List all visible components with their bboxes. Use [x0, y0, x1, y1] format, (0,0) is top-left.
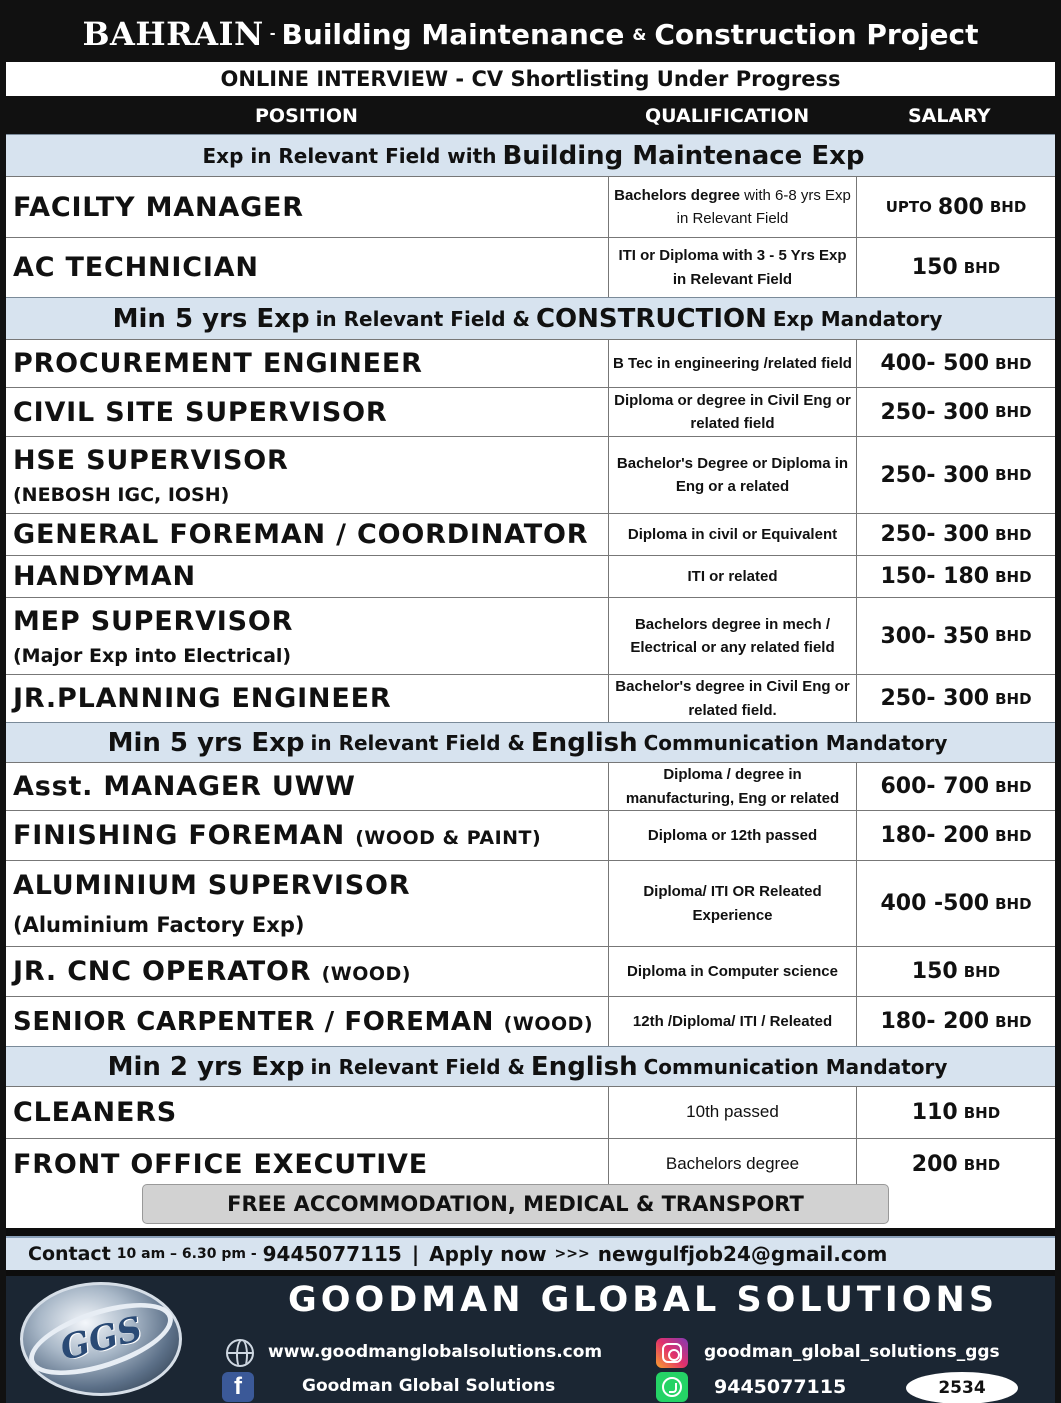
qualification-bold: Diploma / degree in manufacturing, Eng or related [625, 766, 840, 807]
whatsapp-number[interactable]: 9445077115 [714, 1376, 847, 1398]
table-row [6, 996, 1055, 1046]
salary-currency: BHD [995, 403, 1032, 421]
header-qualification: QUALIFICATION [645, 105, 810, 127]
position-cell [6, 861, 609, 946]
section-text: in Relevant Field & [315, 306, 530, 331]
country-name: BAHRAIN [82, 15, 264, 53]
title-dash: - [269, 26, 276, 42]
section-band [6, 722, 1055, 762]
section-band [6, 1046, 1055, 1086]
header-salary: SALARY [908, 105, 991, 127]
section-text: in Relevant Field & [310, 730, 525, 755]
section-emphasis: Min 2 yrs Exp [107, 1051, 305, 1082]
salary-amount: 150 [911, 959, 958, 984]
salary-currency: BHD [995, 627, 1032, 645]
qualification-cell [609, 811, 857, 860]
salary-cell [857, 763, 1055, 810]
qualification-bold: Diploma in Computer science [627, 962, 838, 980]
salary-cell [857, 997, 1055, 1046]
contact-label: Contact [28, 1243, 111, 1265]
table-row [6, 513, 1055, 555]
salary-amount: 150- 180 [880, 564, 990, 589]
position-material: (WOOD & PAINT) [355, 827, 542, 849]
salary-cell [857, 437, 1055, 513]
qualification-cell [609, 437, 857, 513]
contact-phone[interactable]: 9445077115 [262, 1242, 402, 1266]
salary-cell [857, 556, 1055, 597]
position-cell [6, 947, 609, 996]
salary-currency: BHD [989, 198, 1027, 216]
position-cell [6, 556, 609, 597]
qualification-cell [609, 340, 857, 387]
salary-amount: 180- 200 [880, 823, 990, 848]
section-text: Exp Mandatory [772, 306, 943, 331]
qualification-cell [609, 1139, 857, 1190]
contact-email[interactable]: newgulfjob24@gmail.com [597, 1242, 888, 1266]
contact-hours: 10 am – 6.30 pm - [116, 1246, 257, 1262]
salary-amount: 600- 700 [880, 774, 990, 799]
position-title: CIVIL SITE SUPERVISOR [13, 396, 388, 428]
position-cell [6, 997, 609, 1046]
salary-amount: 250- 300 [880, 522, 990, 547]
salary-amount: 200 [911, 1152, 958, 1177]
salary-amount: 150 [911, 255, 958, 280]
salary-amount: 250- 300 [880, 462, 990, 488]
qualification-cell [609, 556, 857, 597]
position-cell [6, 388, 609, 436]
salary-cell [857, 514, 1055, 555]
section-emphasis: Min 5 yrs Exp [112, 303, 310, 334]
position-note: (NEBOSH IGC, IOSH) [13, 483, 230, 506]
salary-cell [857, 177, 1055, 237]
table-row [6, 597, 1055, 674]
salary-amount: 110 [911, 1100, 958, 1125]
table-row [6, 762, 1055, 810]
qualification-cell [609, 675, 857, 722]
qualification-cell [609, 763, 857, 810]
position-cell [6, 1139, 609, 1190]
section-emphasis: English [530, 727, 638, 758]
salary-currency: BHD [995, 567, 1032, 586]
salary-currency: BHD [995, 1012, 1032, 1031]
position-title: AC TECHNICIAN [13, 252, 259, 283]
table-header [6, 96, 1055, 134]
qualification-text: Bachelors degree [665, 1154, 800, 1174]
position-title: HSE SUPERVISOR [13, 444, 289, 476]
salary-currency: BHD [963, 962, 1001, 981]
position-title: HANDYMAN [13, 561, 196, 592]
qualification-bold: Diploma/ ITI OR Releated Experience [643, 883, 822, 924]
qualification-bold: Bachelor's degree in Civil Eng or related field. [615, 678, 850, 719]
table-row [6, 946, 1055, 996]
arrows-icon: >>> [554, 1246, 590, 1262]
position-title: ALUMINIUM SUPERVISOR [13, 870, 411, 901]
qualification-cell [609, 388, 857, 436]
table-row [6, 237, 1055, 297]
table-row [6, 555, 1055, 597]
table-row [6, 1086, 1055, 1138]
salary-amount: 300- 350 [880, 623, 990, 649]
title-part-a: Building Maintenance [281, 17, 625, 51]
table-row [6, 339, 1055, 387]
salary-currency: BHD [995, 826, 1032, 845]
section-emphasis: Building Maintenace Exp [502, 140, 865, 171]
salary-cell [857, 861, 1055, 946]
qualification-cell [609, 1087, 857, 1138]
position-cell [6, 1087, 609, 1138]
position-cell [6, 763, 609, 810]
salary-cell [857, 238, 1055, 297]
header-position: POSITION [255, 105, 358, 127]
instagram-handle[interactable]: goodman_global_solutions_ggs [704, 1342, 1000, 1362]
globe-icon [224, 1338, 256, 1368]
salary-currency: BHD [995, 689, 1032, 708]
position-note: (Aluminium Factory Exp) [13, 913, 305, 937]
salary-currency: BHD [963, 1155, 1001, 1174]
instagram-icon [656, 1338, 688, 1368]
table-row [6, 176, 1055, 237]
position-cell [6, 177, 609, 237]
salary-currency: BHD [995, 777, 1032, 796]
salary-amount: 250- 300 [880, 399, 990, 425]
contact-separator: | [411, 1242, 420, 1266]
qualification-bold: Bachelors degree [614, 186, 740, 204]
position-title: Asst. MANAGER UWW [13, 771, 356, 802]
facebook-icon: f [222, 1372, 254, 1402]
qualification-cell [609, 598, 857, 674]
qualification-bold: 12th /Diploma/ ITI / Releated [632, 1012, 833, 1030]
position-cell [6, 675, 609, 722]
table-row [6, 1138, 1055, 1190]
table-row [6, 860, 1055, 946]
ad-code-badge: 2534 [906, 1372, 1018, 1403]
position-title: JR.PLANNING ENGINEER [13, 683, 392, 714]
salary-amount: 400- 500 [880, 351, 990, 376]
position-cell [6, 340, 609, 387]
apply-label: Apply now [429, 1242, 547, 1266]
table-row [6, 810, 1055, 860]
salary-currency: BHD [963, 1103, 1001, 1122]
company-name: GOODMAN GLOBAL SOLUTIONS [288, 1280, 999, 1320]
title-ampersand: & [632, 24, 647, 44]
position-title: CLEANERS [13, 1097, 178, 1128]
qualification-bold: Diploma or 12th passed [647, 826, 818, 844]
salary-amount: 800 [937, 194, 984, 220]
salary-currency: BHD [995, 466, 1032, 484]
salary-amount: 250- 300 [880, 686, 990, 711]
position-title: MEP SUPERVISOR [13, 605, 294, 637]
brand-band [6, 1276, 1055, 1403]
qualification-bold: Diploma or degree in Civil Eng or related field [614, 391, 851, 432]
qualification-bold: Bachelor's Degree or Diploma in Eng or a related [616, 454, 849, 495]
facebook-link[interactable]: Goodman Global Solutions [302, 1376, 556, 1396]
qualification-text: 10th passed [686, 1102, 779, 1122]
salary-cell [857, 675, 1055, 722]
qualification-cell [609, 177, 857, 237]
salary-cell [857, 598, 1055, 674]
salary-cell [857, 340, 1055, 387]
qualification-bold: Bachelors degree in mech / Electrical or any related field [630, 615, 835, 656]
qualification-cell [609, 947, 857, 996]
logo-lettering: GGS [55, 1308, 147, 1370]
title-banner [6, 6, 1055, 62]
salary-currency: BHD [963, 258, 1001, 277]
position-title: FRONT OFFICE EXECUTIVE [13, 1149, 428, 1180]
qualification-cell [609, 861, 857, 946]
section-emphasis: Min 5 yrs Exp [107, 727, 305, 758]
salary-cell [857, 947, 1055, 996]
title-part-b: Construction Project [654, 17, 979, 51]
salary-cell [857, 1087, 1055, 1138]
table-row [6, 436, 1055, 513]
salary-cell [857, 811, 1055, 860]
salary-cell [857, 388, 1055, 436]
whatsapp-icon [656, 1372, 688, 1402]
section-text: Exp in Relevant Field with [202, 143, 497, 168]
qualification-cell [609, 238, 857, 297]
salary-prefix: UPTO [885, 198, 932, 216]
qualification-text: with 6-8 yrs Exp in Relevant Field [676, 186, 851, 227]
benefits-banner: FREE ACCOMMODATION, MEDICAL & TRANSPORT [142, 1184, 889, 1224]
section-emphasis: English [530, 1051, 638, 1082]
footer [6, 1228, 1055, 1403]
contact-bar [6, 1236, 1055, 1270]
position-cell [6, 437, 609, 513]
position-title: JR. CNC OPERATOR [13, 956, 312, 987]
position-cell [6, 598, 609, 674]
website-link[interactable]: www.goodmanglobalsolutions.com [268, 1342, 603, 1362]
qualification-bold: ITI or related [687, 567, 778, 585]
position-material: (WOOD) [321, 963, 411, 985]
qualification-cell [609, 997, 857, 1046]
position-title: FINISHING FOREMAN [13, 820, 345, 851]
salary-currency: BHD [995, 525, 1032, 544]
salary-currency: BHD [995, 354, 1032, 373]
qualification-bold: B Tec in engineering /related field [613, 354, 852, 372]
position-title: PROCUREMENT ENGINEER [13, 348, 423, 379]
salary-amount: 180- 200 [880, 1009, 990, 1034]
table-row [6, 387, 1055, 436]
position-cell [6, 811, 609, 860]
position-material: (WOOD) [503, 1012, 594, 1035]
section-text: Communication Mandatory [643, 730, 948, 755]
salary-currency: BHD [995, 894, 1032, 913]
salary-cell [857, 1139, 1055, 1190]
company-logo [20, 1282, 182, 1396]
position-title: FACILTY MANAGER [13, 191, 304, 223]
interview-subtitle: ONLINE INTERVIEW - CV Shortlisting Under Progress [6, 62, 1055, 96]
section-band [6, 134, 1055, 176]
section-band [6, 297, 1055, 339]
table-row [6, 674, 1055, 722]
section-text: in Relevant Field & [310, 1054, 525, 1079]
section-emphasis: CONSTRUCTION [535, 303, 767, 334]
position-cell [6, 514, 609, 555]
position-note: (Major Exp into Electrical) [13, 644, 292, 667]
salary-amount: 400 -500 [880, 891, 990, 916]
qualification-cell [609, 514, 857, 555]
position-title: SENIOR CARPENTER / FOREMAN [13, 1006, 495, 1037]
qualification-bold: ITI or Diploma with 3 - 5 Yrs Exp in Relevant Field [618, 247, 847, 288]
section-text: Communication Mandatory [643, 1054, 948, 1079]
qualification-bold: Diploma in civil or Equivalent [627, 525, 838, 543]
position-title: GENERAL FOREMAN / COORDINATOR [13, 519, 589, 550]
position-cell [6, 238, 609, 297]
